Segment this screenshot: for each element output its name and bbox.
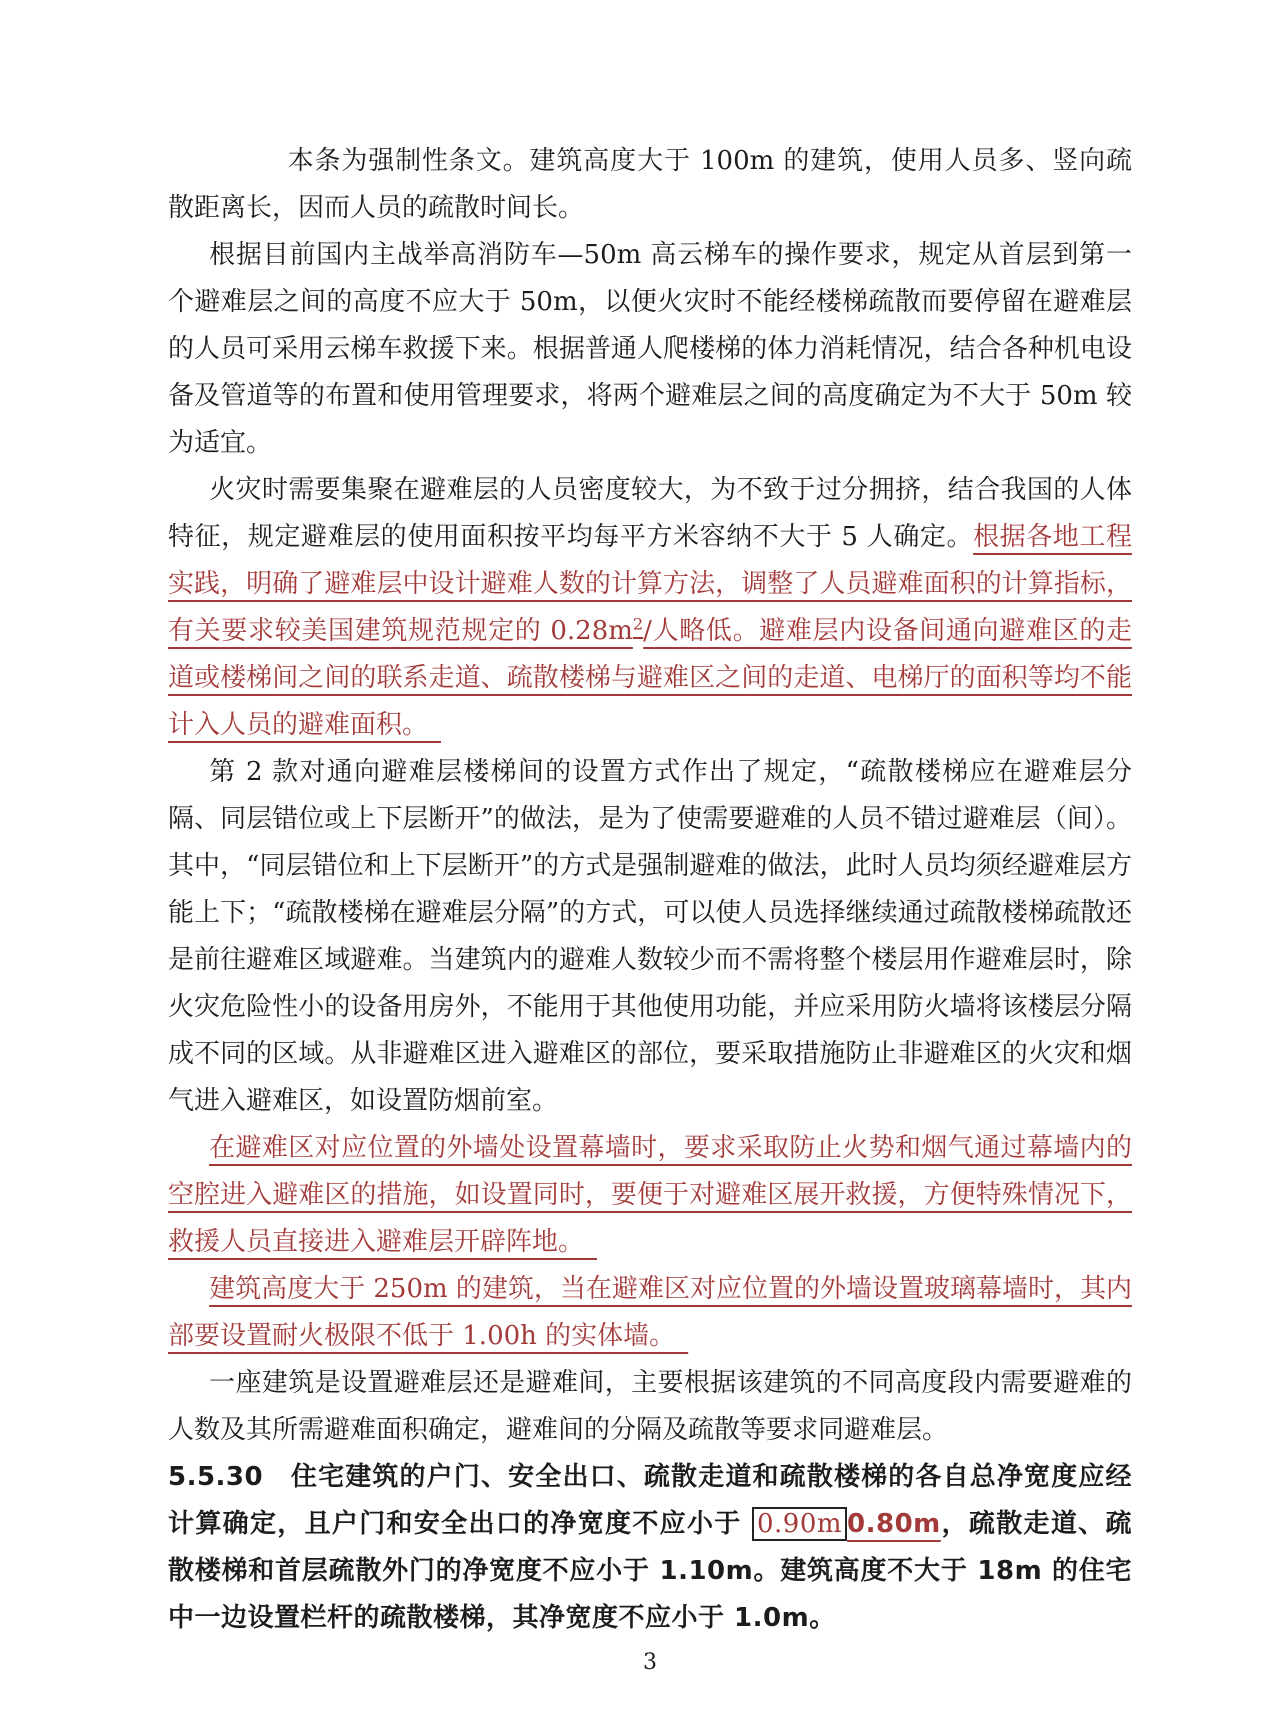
revision-inserted-text: 根据各地工程实践，明确了避难层中设计避难人数的计算方法，调整了人员避难面积的计算指标，有关要求较美国建筑规范规定的 0.28m (168, 522, 1132, 646)
para-curtain-wall-revision (168, 1125, 1132, 1266)
body-text-segment: ，疏散走道、疏散楼梯和首层疏散外门的净宽度不应小于 1.10m。建筑高度不大于 18m 的住宅中一边设置栏杆的疏散楼梯，其净宽度不应小于 1.0m。 (168, 1509, 1132, 1633)
page-number: 3 (643, 1650, 657, 1675)
para-clause-5-5-30 (168, 1454, 1132, 1642)
para-mandatory-provision (168, 138, 1132, 232)
body-text-segment: 第 2 款对通向避难层楼梯间的设置方式作出了规定，“疏散楼梯应在避难层分隔、同层错位或上下层断开”的做法，是为了使需要避难的人员不错过避难层（间）。其中，“同层错位和上下层断开”的方式是强制避难的做法，此时人员均须经避难层方能上下；“疏散楼梯在避难层分隔”的方式，可以使人员选择继续通过疏散楼梯疏散还是前往避难区域避难。当建筑内的避难人数较少而不需将整个楼层用作避难层时，除火灾危险性小的设备用房外，不能用于其他使用功能，并应采用防火墙将该楼层分隔成不同的区域。从非避难区进入避难区的部位，要采取措施防止非避难区的火灾和烟气进入避难区，如设置防烟前室。 (168, 757, 1132, 1116)
revision-inserted-text: 建筑高度大于 250m 的建筑，当在避难区对应位置的外墙设置玻璃幕墙时，其内部要设置耐火极限不低于 1.00h 的实体墙。 (168, 1274, 1132, 1351)
para-clause-2-stair-arrangement (168, 749, 1132, 1125)
body-text-segment: 5.5.30 住宅建筑的户门、安全出口、疏散走道和疏散楼梯的各自总净宽度应经计算确定，且户门和安全出口的净宽度不应小于 (168, 1462, 1132, 1539)
revision-inserted-text: /人略低。避难层内设备间通向避难区的走道或楼梯间之间的联系走道、疏散楼梯与避难区之间的走道、电梯厅的面积等均不能计入人员的避难面积。 (168, 616, 1132, 740)
document-body-text (168, 138, 1132, 1642)
revision-inserted-text: 0.80m (847, 1509, 941, 1539)
para-refuge-floor-density (168, 467, 1132, 749)
para-ladder-truck-50m (168, 232, 1132, 467)
revision-inserted-text: 2 (632, 614, 644, 634)
revision-boxed-old-value: 0.90m (752, 1507, 847, 1541)
revision-inserted-text: 在避难区对应位置的外墙处设置幕墙时，要求采取防止火势和烟气通过幕墙内的空腔进入避难区的措施，如设置同时，要便于对避难区展开救援，方便特殊情况下，救援人员直接进入避难层开辟阵地。 (168, 1133, 1132, 1257)
para-refuge-floor-vs-room (168, 1360, 1132, 1454)
body-text-segment: 火灾时需要集聚在避难层的人员密度较大，为不致于过分拥挤，结合我国的人体特征，规定避难层的使用面积按平均每平方米容纳不大于 5 人确定。 (168, 475, 1132, 552)
body-text-segment: 根据目前国内主战举高消防车—50m 高云梯车的操作要求，规定从首层到第一个避难层之间的高度不应大于 50m，以便火灾时不能经楼梯疏散而要停留在避难层的人员可采用云梯车救援下来。根据普通人爬楼梯的体力消耗情况，结合各种机电设备及管道等的布置和使用管理要求，将两个避难层之间的高度确定为不大于 50m 较为适宜。 (168, 240, 1132, 458)
body-text-segment: 本条为强制性条文。建筑高度大于 100m 的建筑，使用人员多、竖向疏散距离长，因而人员的疏散时间长。 (168, 146, 1132, 223)
body-text-segment: 一座建筑是设置避难层还是避难间，主要根据该建筑的不同高度段内需要避难的人数及其所需避难面积确定，避难间的分隔及疏散等要求同避难层。 (168, 1368, 1132, 1445)
para-250m-glass-curtain-wall (168, 1266, 1132, 1360)
